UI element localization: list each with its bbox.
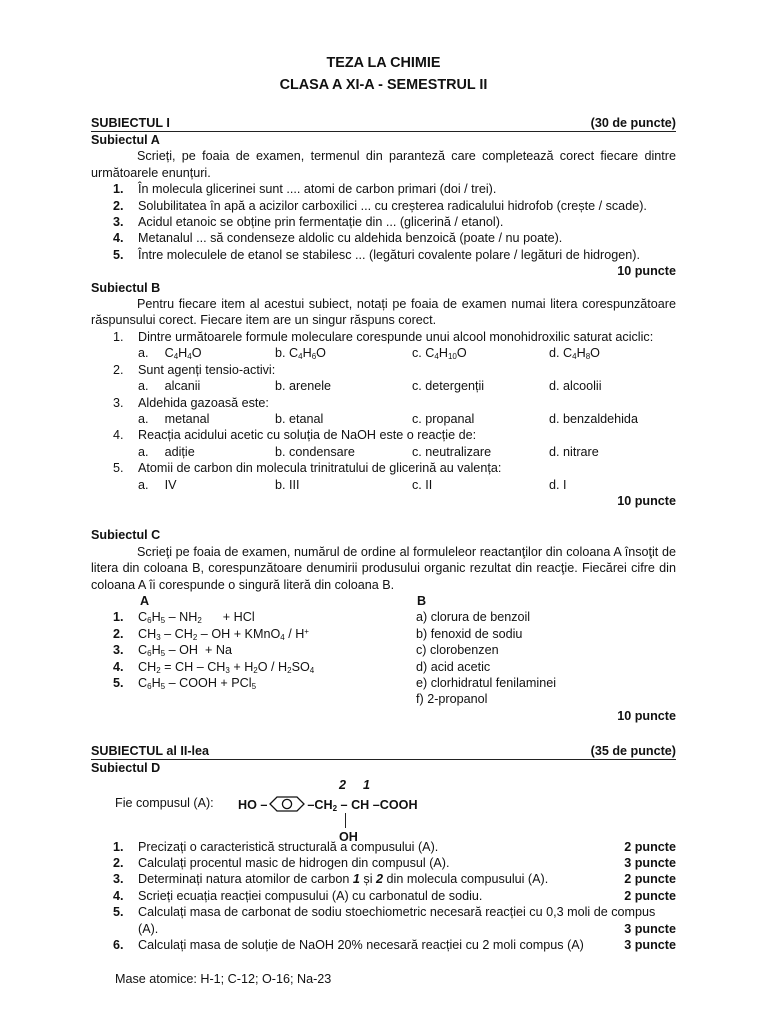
question-number: 3. xyxy=(113,395,124,410)
option-text: metanal xyxy=(164,411,210,426)
answer-option xyxy=(549,477,567,493)
option-text: I xyxy=(563,477,567,492)
subject-c-instructions: Scrieţi pe foaia de examen, numărul de ordine al formuleleor reactanţilor din coloana A însoţit de litera din coloana B, corespunzătoare denumirii produsului organic rezultat din reacţie. Fiecărei cifre din coloana A îi corespunde o singură literă din coloana B. xyxy=(91,544,676,592)
answer-option xyxy=(275,444,412,460)
product-item: d) acid acetic xyxy=(416,659,491,674)
question-number: 4. xyxy=(113,428,124,443)
answer-options xyxy=(91,345,676,361)
task-number: 2. xyxy=(113,856,124,871)
exam-page xyxy=(91,50,676,988)
option-label: d. xyxy=(549,379,560,394)
subject-b-title: Subiectul B xyxy=(91,280,161,295)
option-label: c. xyxy=(412,346,422,361)
option-text: II xyxy=(425,477,433,492)
hydroxyl-substituent: OH xyxy=(339,829,358,844)
answer-option xyxy=(549,444,599,460)
subject-c-title: Subiectul C xyxy=(91,528,161,543)
subject-b-instructions: Pentru fiecare item al acestui subiect, notați pe foaia de examen numai litera corespunzătoare răspunsului corect. Fiecare item are un singur răspuns corect. xyxy=(91,297,676,328)
carbon-number-2: 2 xyxy=(339,777,347,792)
subject-d-items xyxy=(91,839,676,954)
option-label: c. xyxy=(412,379,422,394)
task-number: 1. xyxy=(113,839,124,854)
subject-c-points: 10 puncte xyxy=(617,708,676,723)
answer-option xyxy=(275,411,412,427)
option-label: c. xyxy=(412,444,422,459)
column-b-header: B xyxy=(417,593,427,608)
answer-option xyxy=(138,444,275,460)
task-item xyxy=(91,937,676,953)
list-item: 4. Metanalul ... să condenseze aldolic cu aldehida benzoică (poate / nu poate). xyxy=(113,231,563,246)
list-item: 2. Solubilitatea în apă a acizilor carboxilici ... cu creșterea radicalului hidrofob (crește / scade). xyxy=(113,198,647,213)
section-2-title: SUBIECTUL al II-lea xyxy=(91,744,210,759)
atomic-masses: Mase atomice: H-1; C-12; O-16; Na-23 xyxy=(115,972,332,987)
reactant-item xyxy=(91,626,416,642)
reactant-item xyxy=(91,609,416,625)
reactant-number: 4. xyxy=(113,659,124,674)
compound-structure xyxy=(91,777,676,844)
task-points: 2 puncte xyxy=(624,839,676,854)
option-text: arenele xyxy=(289,379,332,394)
reactant-number: 2. xyxy=(113,626,124,641)
product-item: f) 2-propanol xyxy=(416,692,488,707)
question-text: Sunt agenți tensio-activi: xyxy=(138,362,276,377)
subject-a-points: 10 puncte xyxy=(617,264,676,279)
option-text: detergenții xyxy=(425,379,485,394)
question-text: Atomii de carbon din molecula trinitratului de glicerină au valența: xyxy=(138,461,502,476)
question-text: Reacția acidului acetic cu soluția de NaOH este o reacție de: xyxy=(138,428,477,443)
list-item: 1. În molecula glicerinei sunt .... atomi de carbon primari (doi / trei). xyxy=(113,182,497,197)
answer-option xyxy=(549,378,602,394)
option-label: a. xyxy=(138,477,149,492)
task-item xyxy=(91,839,676,855)
reactant-item xyxy=(91,659,416,675)
question-number: 5. xyxy=(113,461,124,476)
question-text: Dintre următoarele formule moleculare corespunde unui alcool monohidroxilic saturat aciclic: xyxy=(138,329,654,344)
reactant-formula: $CH_3 - CH_2$ – OH + KMnO$_4$ / H+ xyxy=(138,626,309,642)
subject-a-instructions: Scrieți, pe foaia de examen, termenul din paranteză care completează corect fiecare dintre următoarele enunțuri. xyxy=(91,149,676,180)
compound-label: Fie compusul (A): xyxy=(115,795,214,810)
question-number: 1. xyxy=(113,329,124,344)
task-points: 3 puncte xyxy=(624,856,676,871)
reactant-item xyxy=(91,642,416,658)
answer-options xyxy=(91,444,676,460)
option-label: a. xyxy=(138,346,149,361)
option-label: b. xyxy=(275,379,286,394)
reactant-formula: $CH_2$ = CH – $CH_3 + H_2O / H_2SO_4$ xyxy=(138,659,315,675)
answer-option xyxy=(138,378,275,394)
question-item xyxy=(91,395,676,411)
question-text: Aldehida gazoasă este: xyxy=(138,395,269,410)
task-item xyxy=(91,904,676,920)
task-number: 3. xyxy=(113,872,124,887)
exam-subtitle: CLASA A XI-A - SEMESTRUL II xyxy=(279,77,488,93)
option-label: b. xyxy=(275,411,286,426)
task-text: (A). xyxy=(138,921,159,936)
answer-option: a. $C_4H_4O$ xyxy=(138,346,202,362)
compound-formula xyxy=(238,795,418,813)
answer-option: b. $C_4H_6O$ xyxy=(275,346,326,362)
benzene-ring-icon xyxy=(267,795,307,813)
option-label: a. xyxy=(138,411,149,426)
answer-option xyxy=(412,477,549,493)
answer-option xyxy=(138,411,275,427)
task-points: 2 puncte xyxy=(624,872,676,887)
reactant-item xyxy=(91,675,416,691)
answer-option xyxy=(275,378,412,394)
column-a-header: A xyxy=(140,593,150,608)
answer-options xyxy=(91,477,676,493)
answer-option xyxy=(412,444,549,460)
column-headers xyxy=(91,593,676,609)
task-points: 3 puncte xyxy=(624,938,676,953)
option-label: b. xyxy=(275,477,286,492)
product-item: c) clorobenzen xyxy=(416,643,499,658)
section-1-points: (30 de puncte) xyxy=(590,116,676,130)
question-item xyxy=(91,427,676,443)
subject-d-title: Subiectul D xyxy=(91,761,161,776)
option-text: etanal xyxy=(289,411,324,426)
option-label: b. xyxy=(275,346,286,361)
option-label: a. xyxy=(138,444,149,459)
option-label: a. xyxy=(138,379,149,394)
carbon-ref: 2 xyxy=(376,872,384,887)
reactant-formula: $C_6H_5$ – OH + Na xyxy=(138,643,232,659)
section-2-points: (35 de puncte) xyxy=(590,744,676,759)
task-number: 4. xyxy=(113,888,124,903)
exam-title: TEZA LA CHIMIE xyxy=(326,55,441,71)
list-item: 5. Între moleculele de etanol se stabilesc ... (legături covalente polare / legături de hidrogen). xyxy=(113,247,640,262)
question-item xyxy=(91,362,676,378)
task-text: Scrieți ecuația reacției compusului (A) cu carbonatul de sodiu. xyxy=(138,888,483,903)
section-2-header xyxy=(91,744,676,760)
option-text: condensare xyxy=(289,444,355,459)
option-label: d. xyxy=(549,346,560,361)
section-1-header xyxy=(91,116,676,132)
column-a xyxy=(91,609,416,707)
section-1-title: SUBIECTUL I xyxy=(91,116,170,130)
task-text: Determinați natura atomilor de carbon 1 și 2 din molecula compusului (A). xyxy=(138,872,549,887)
option-label: b. xyxy=(275,444,286,459)
list-item: 3. Acidul etanoic se obține prin fermentație din ... (glicerină / etanol). xyxy=(113,215,504,230)
task-item xyxy=(91,888,676,904)
option-text: nitrare xyxy=(563,444,599,459)
option-text: adiție xyxy=(164,444,195,459)
question-item xyxy=(91,460,676,476)
task-item-continuation xyxy=(91,921,676,937)
option-text: propanal xyxy=(425,411,475,426)
option-label: d. xyxy=(549,411,560,426)
answer-option xyxy=(138,477,275,493)
answer-option: c. $C_4H_{10}O$ xyxy=(412,346,467,362)
reactant-number: 1. xyxy=(113,610,124,625)
formula-right: $-CH_2$ – CH –COOH xyxy=(307,797,418,813)
question-item xyxy=(91,329,676,345)
reactant-number: 5. xyxy=(113,676,124,690)
question-number: 2. xyxy=(113,362,124,377)
reactant-number: 3. xyxy=(113,643,124,658)
option-label: d. xyxy=(549,477,560,492)
carbon-numbers xyxy=(339,777,387,793)
product-item: b) fenoxid de sodiu xyxy=(416,626,523,641)
reactant-formula: $C_6H_5$ – COOH + PCl$_5$ xyxy=(138,676,257,691)
answer-option xyxy=(549,411,638,427)
option-label: c. xyxy=(412,411,422,426)
answer-option xyxy=(412,411,549,427)
column-b xyxy=(416,609,676,707)
formula-left: HO – xyxy=(238,797,268,812)
option-text: neutralizare xyxy=(425,444,492,459)
subject-a-title: Subiectul A xyxy=(91,133,160,147)
task-points: 2 puncte xyxy=(624,888,676,903)
task-item xyxy=(91,871,676,887)
matching-columns xyxy=(91,609,676,707)
option-label: c. xyxy=(412,477,422,492)
carbon-number-1: 1 xyxy=(363,777,371,792)
option-text: III xyxy=(289,477,300,492)
answer-option xyxy=(412,378,549,394)
subject-a-items xyxy=(91,181,676,263)
option-text: alcanii xyxy=(164,379,201,394)
option-text: IV xyxy=(164,477,177,492)
task-points: 3 puncte xyxy=(624,921,676,936)
reactant-formula: $C_6H_5 - NH_2$ + HCl xyxy=(138,610,255,626)
answer-option: d. $C_4H_8O$ xyxy=(549,346,600,362)
task-number: 5. xyxy=(113,905,124,920)
option-text: benzaldehida xyxy=(563,411,638,426)
task-text: Calculați procentul masic de hidrogen din compusul (A). xyxy=(138,856,450,871)
task-text: Precizați o caracteristică structurală a compusului (A). xyxy=(138,839,439,854)
carbon-ref: 1 xyxy=(352,872,360,887)
task-text: Calculați masa de soluție de NaOH 20% necesară reacției cu 2 moli compus (A) xyxy=(138,938,584,953)
answer-options xyxy=(91,411,676,427)
bond-line xyxy=(345,813,346,828)
subject-b-items xyxy=(91,329,676,493)
task-item xyxy=(91,855,676,871)
subject-b-points: 10 puncte xyxy=(617,493,676,508)
option-label: d. xyxy=(549,444,560,459)
task-text: Calculați masa de carbonat de sodiu stoechiometric necesară reacției cu 0,3 moli de compus xyxy=(138,905,656,920)
answer-options xyxy=(91,378,676,394)
answer-option xyxy=(275,477,412,493)
task-number: 6. xyxy=(113,938,124,953)
product-item: a) clorura de benzoil xyxy=(416,610,531,625)
product-item: e) clorhidratul fenilaminei xyxy=(416,676,556,690)
option-text: alcoolii xyxy=(563,379,602,394)
